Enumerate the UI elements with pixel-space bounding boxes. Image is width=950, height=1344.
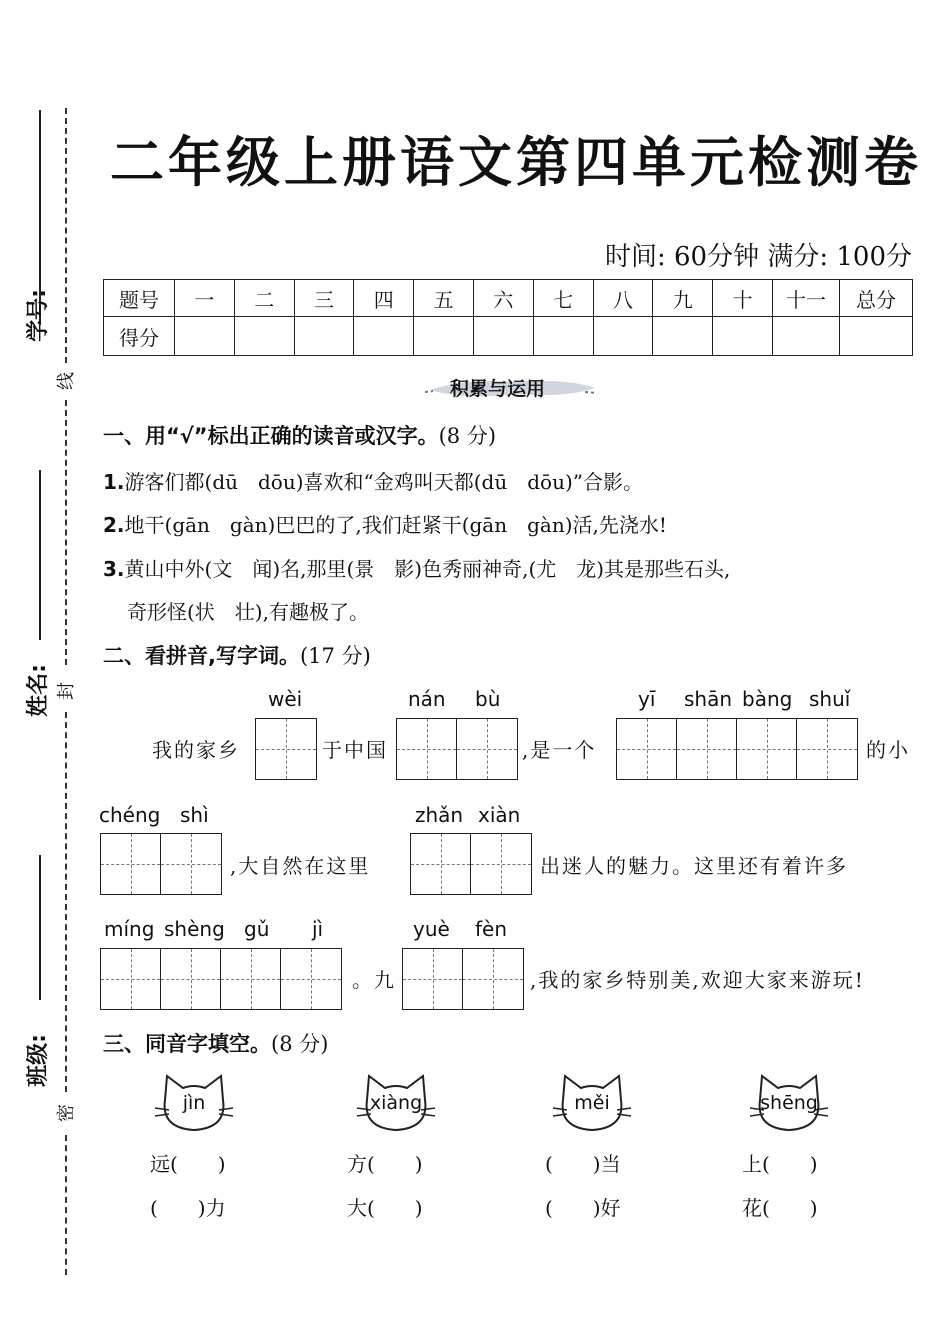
q2-text: ,大自然在这里 — [230, 854, 371, 878]
score-cell[interactable] — [773, 317, 840, 356]
pinyin: shì — [180, 803, 209, 827]
pinyin: zhǎn — [415, 803, 464, 827]
q2-points: (17 分) — [299, 644, 371, 668]
cat-pinyin-badge — [551, 1072, 633, 1136]
pinyin: shèng — [164, 917, 225, 941]
item-text: 游客们都(dū dōu)喜欢和“金鸡叫天都(dū dōu)”合影。 — [124, 470, 643, 494]
score-header: 十 — [713, 280, 773, 317]
score-header: 八 — [593, 280, 653, 317]
score-header: 总分 — [840, 280, 913, 317]
fill-blank[interactable]: 远( ) — [150, 1152, 226, 1176]
writing-grid[interactable] — [410, 833, 532, 895]
binding-dashed-line — [65, 400, 67, 665]
pinyin: yuè — [413, 917, 450, 941]
cat-pinyin-badge — [748, 1072, 830, 1136]
q1-points: (8 分) — [438, 424, 497, 448]
writing-grid[interactable] — [255, 718, 317, 780]
page-title: 二年级上册语文第四单元检测卷 — [110, 130, 922, 194]
seal-char-line: 线 — [56, 372, 77, 390]
score-header: 七 — [533, 280, 593, 317]
seal-char-seal: 封 — [56, 682, 77, 700]
name-line — [39, 470, 41, 640]
score-cell[interactable] — [294, 317, 354, 356]
q1-item-3-cont — [127, 596, 369, 625]
writing-grid[interactable] — [100, 833, 222, 895]
fill-blank[interactable]: ( )当 — [545, 1152, 621, 1176]
q2-heading — [103, 640, 371, 670]
fill-blank[interactable]: 方( ) — [347, 1152, 423, 1176]
pinyin: gǔ — [244, 917, 270, 941]
score-table — [103, 279, 913, 356]
score-header: 五 — [414, 280, 474, 317]
banner-text: 积累与运用 — [450, 378, 546, 400]
q2-text: ,是一个 — [522, 738, 597, 762]
score-cell[interactable] — [234, 317, 294, 356]
class-label: 班级: — [25, 1034, 51, 1087]
q2-text: 。九 — [352, 968, 396, 992]
score-cell[interactable] — [473, 317, 533, 356]
class-line — [39, 855, 41, 1000]
score-cell[interactable] — [653, 317, 713, 356]
score-header: 题号 — [104, 280, 175, 317]
score-header: 九 — [653, 280, 713, 317]
fill-blank[interactable]: 花( ) — [742, 1196, 818, 1220]
q1-heading-text: 一、用“√”标出正确的读音或汉字。 — [103, 424, 439, 448]
student-no-label: 学号: — [25, 289, 51, 342]
score-cell[interactable] — [354, 317, 414, 356]
score-cell[interactable] — [175, 317, 235, 356]
item-number: 2. — [103, 513, 125, 537]
binding-dashed-line — [65, 1135, 67, 1275]
cat-pinyin: jìn — [182, 1092, 206, 1114]
score-header: 十一 — [773, 280, 840, 317]
fill-blank[interactable]: ( )好 — [545, 1196, 621, 1220]
q2-text: 我的家乡 — [152, 738, 240, 762]
pinyin: jì — [312, 917, 324, 941]
score-cell[interactable] — [533, 317, 593, 356]
score-table-score-row — [104, 317, 913, 356]
pinyin: bù — [475, 687, 501, 711]
fill-blank[interactable]: 上( ) — [742, 1152, 818, 1176]
item-text: 黄山中外(文 闻)名,那里(景 影)色秀丽神奇,(尤 龙)其是那些石头, — [124, 557, 731, 581]
pinyin: fèn — [475, 917, 508, 941]
cat-pinyin: shēng — [760, 1092, 818, 1114]
q2-text: ,我的家乡特别美,欢迎大家来游玩! — [530, 968, 865, 992]
pinyin: chéng — [99, 803, 161, 827]
pinyin: nán — [408, 687, 446, 711]
q3-heading-text: 三、同音字填空。 — [103, 1032, 271, 1056]
q1-heading — [103, 420, 496, 450]
score-cell[interactable] — [713, 317, 773, 356]
q3-points: (8 分) — [271, 1032, 329, 1056]
writing-grid[interactable] — [396, 718, 518, 780]
fill-blank[interactable]: 大( ) — [347, 1196, 423, 1220]
pinyin: yī — [638, 687, 656, 711]
item-number: 3. — [103, 557, 125, 581]
score-cell[interactable] — [414, 317, 474, 356]
seal-char-secret: 密 — [56, 1104, 77, 1122]
pinyin: wèi — [268, 687, 303, 711]
binding-dashed-line — [65, 712, 67, 1092]
pinyin: míng — [104, 917, 155, 941]
score-header: 六 — [473, 280, 533, 317]
q1-item-3 — [103, 553, 730, 582]
cat-pinyin-badge — [153, 1072, 235, 1136]
cat-pinyin: měi — [574, 1092, 610, 1114]
pinyin: xiàn — [478, 803, 521, 827]
score-header: 三 — [294, 280, 354, 317]
fill-blank[interactable]: ( )力 — [150, 1196, 226, 1220]
q1-item-2 — [103, 509, 667, 538]
cat-pinyin: xiàng — [369, 1092, 423, 1114]
writing-grid[interactable] — [100, 948, 342, 1010]
pinyin: shuǐ — [809, 687, 851, 711]
q2-text: 出迷人的魅力。这里还有着许多 — [540, 854, 848, 878]
cat-pinyin-badge — [355, 1072, 437, 1136]
score-header: 一 — [175, 280, 235, 317]
q3-heading — [103, 1028, 328, 1058]
item-text: 地干(gān gàn)巴巴的了,我们赶紧干(gān gàn)活,先浇水! — [124, 513, 667, 537]
score-cell[interactable] — [840, 317, 913, 356]
score-cell[interactable] — [593, 317, 653, 356]
pinyin: shān — [684, 687, 733, 711]
binding-dashed-line — [65, 108, 67, 363]
score-table-header-row — [104, 280, 913, 317]
section-banner — [425, 372, 600, 402]
writing-grid[interactable] — [402, 948, 524, 1010]
writing-grid[interactable] — [616, 718, 858, 780]
exam-time-score: 时间: 60分钟 满分: 100分 — [604, 242, 912, 272]
item-number: 1. — [103, 470, 125, 494]
q1-item-1 — [103, 466, 643, 495]
name-label: 姓名: — [25, 664, 51, 717]
q2-heading-text: 二、看拼音,写字词。 — [103, 644, 300, 668]
pinyin: bàng — [742, 687, 793, 711]
score-header: 二 — [234, 280, 294, 317]
q2-text: 于中国 — [322, 738, 388, 762]
q2-text: 的小 — [866, 738, 910, 762]
item-text: 奇形怪(状 壮),有趣极了。 — [127, 600, 369, 624]
score-row-label: 得分 — [104, 317, 175, 356]
score-header: 四 — [354, 280, 414, 317]
